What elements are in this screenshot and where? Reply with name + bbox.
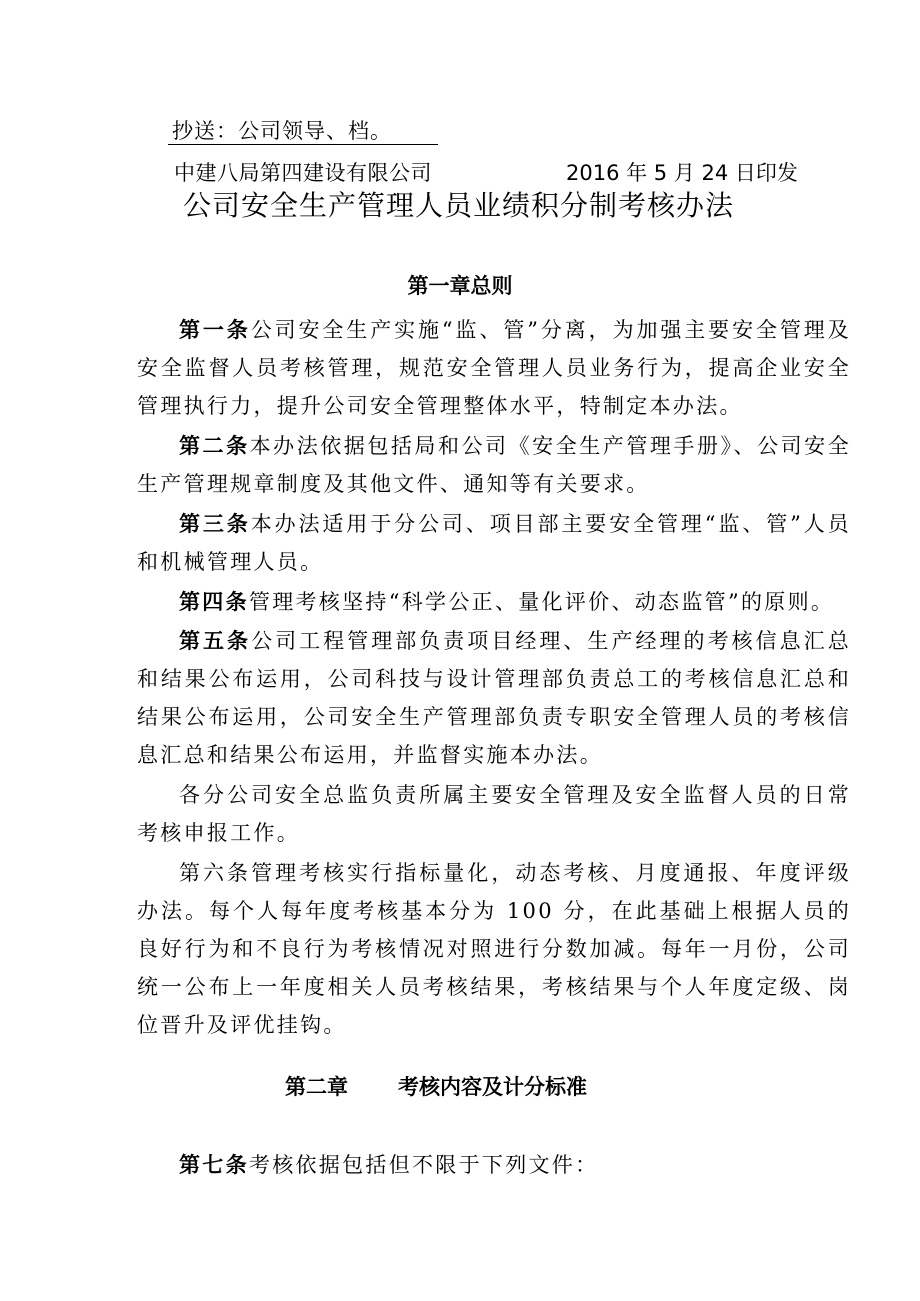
article-5-label: 第五条	[179, 628, 252, 653]
article-2	[137, 427, 851, 503]
article-7-text: 考核依据包括但不限于下列文件：	[248, 1153, 599, 1177]
chapter-2-heading	[285, 1071, 587, 1101]
cc-line: 抄送：公司领导、档。	[172, 119, 392, 143]
issuer-name: 中建八局第四建设有限公司	[174, 161, 432, 185]
issue-date: 2016 年 5 月 24 日印发	[566, 161, 798, 185]
article-4-text: 管理考核坚持“科学公正、量化评价、动态监管”的原则。	[248, 590, 835, 614]
article-4	[137, 583, 851, 621]
article-7	[137, 1146, 851, 1184]
article-4-label: 第四条	[179, 589, 249, 614]
document-title: 公司安全生产管理人员业绩积分制考核办法	[183, 189, 735, 222]
cc-underline	[168, 144, 438, 145]
chapter-2-title: 考核内容及计分标准	[398, 1074, 587, 1099]
article-7-label: 第七条	[179, 1152, 249, 1177]
chapter-1-heading: 第一章总则	[407, 273, 513, 298]
chapter-2-number: 第二章	[285, 1074, 348, 1099]
article-1-label: 第一条	[179, 317, 251, 342]
branch-paragraph: 各分公司安全总监负责所属主要安全管理及安全监督人员的日常考核申报工作。	[137, 783, 851, 845]
article-5-text: 公司工程管理部负责项目经理、生产经理的考核信息汇总和结果公布运用，公司科技与设计管理部负责总工的考核信息汇总和结果公布运用，公司安全生产管理部负责专职安全管理人员的考核信息汇总和结果公布运用，并监督实施本办法。	[137, 629, 851, 767]
article-2-label: 第二条	[179, 433, 250, 458]
article-3-text: 本办法适用于分公司、项目部主要安全管理“监、管”人员和机械管理人员。	[137, 512, 851, 574]
article-6: 第六条管理考核实行指标量化，动态考核、月度通报、年度评级办法。每个人每年度考核基本分为 100 分，在此基础上根据人员的良好行为和不良行为考核情况对照进行分数加减。每年一月份，公司统一公布上一年度相关人员考核结果，考核结果与个人年度定级、岗位晋升及评优挂钩。	[137, 861, 851, 1037]
article-3	[137, 505, 851, 581]
article-5	[137, 622, 851, 774]
article-3-label: 第三条	[179, 511, 251, 536]
article-1-text: 公司安全生产实施“监、管”分离，为加强主要安全管理及安全监督人员考核管理，规范安全管理人员业务行为，提高企业安全管理执行力，提升公司安全管理整体水平，特制定本办法。	[137, 318, 851, 418]
article-1	[137, 311, 851, 425]
article-2-text: 本办法依据包括局和公司《安全生产管理手册》、公司安全生产管理规章制度及其他文件、通知等有关要求。	[137, 434, 851, 496]
